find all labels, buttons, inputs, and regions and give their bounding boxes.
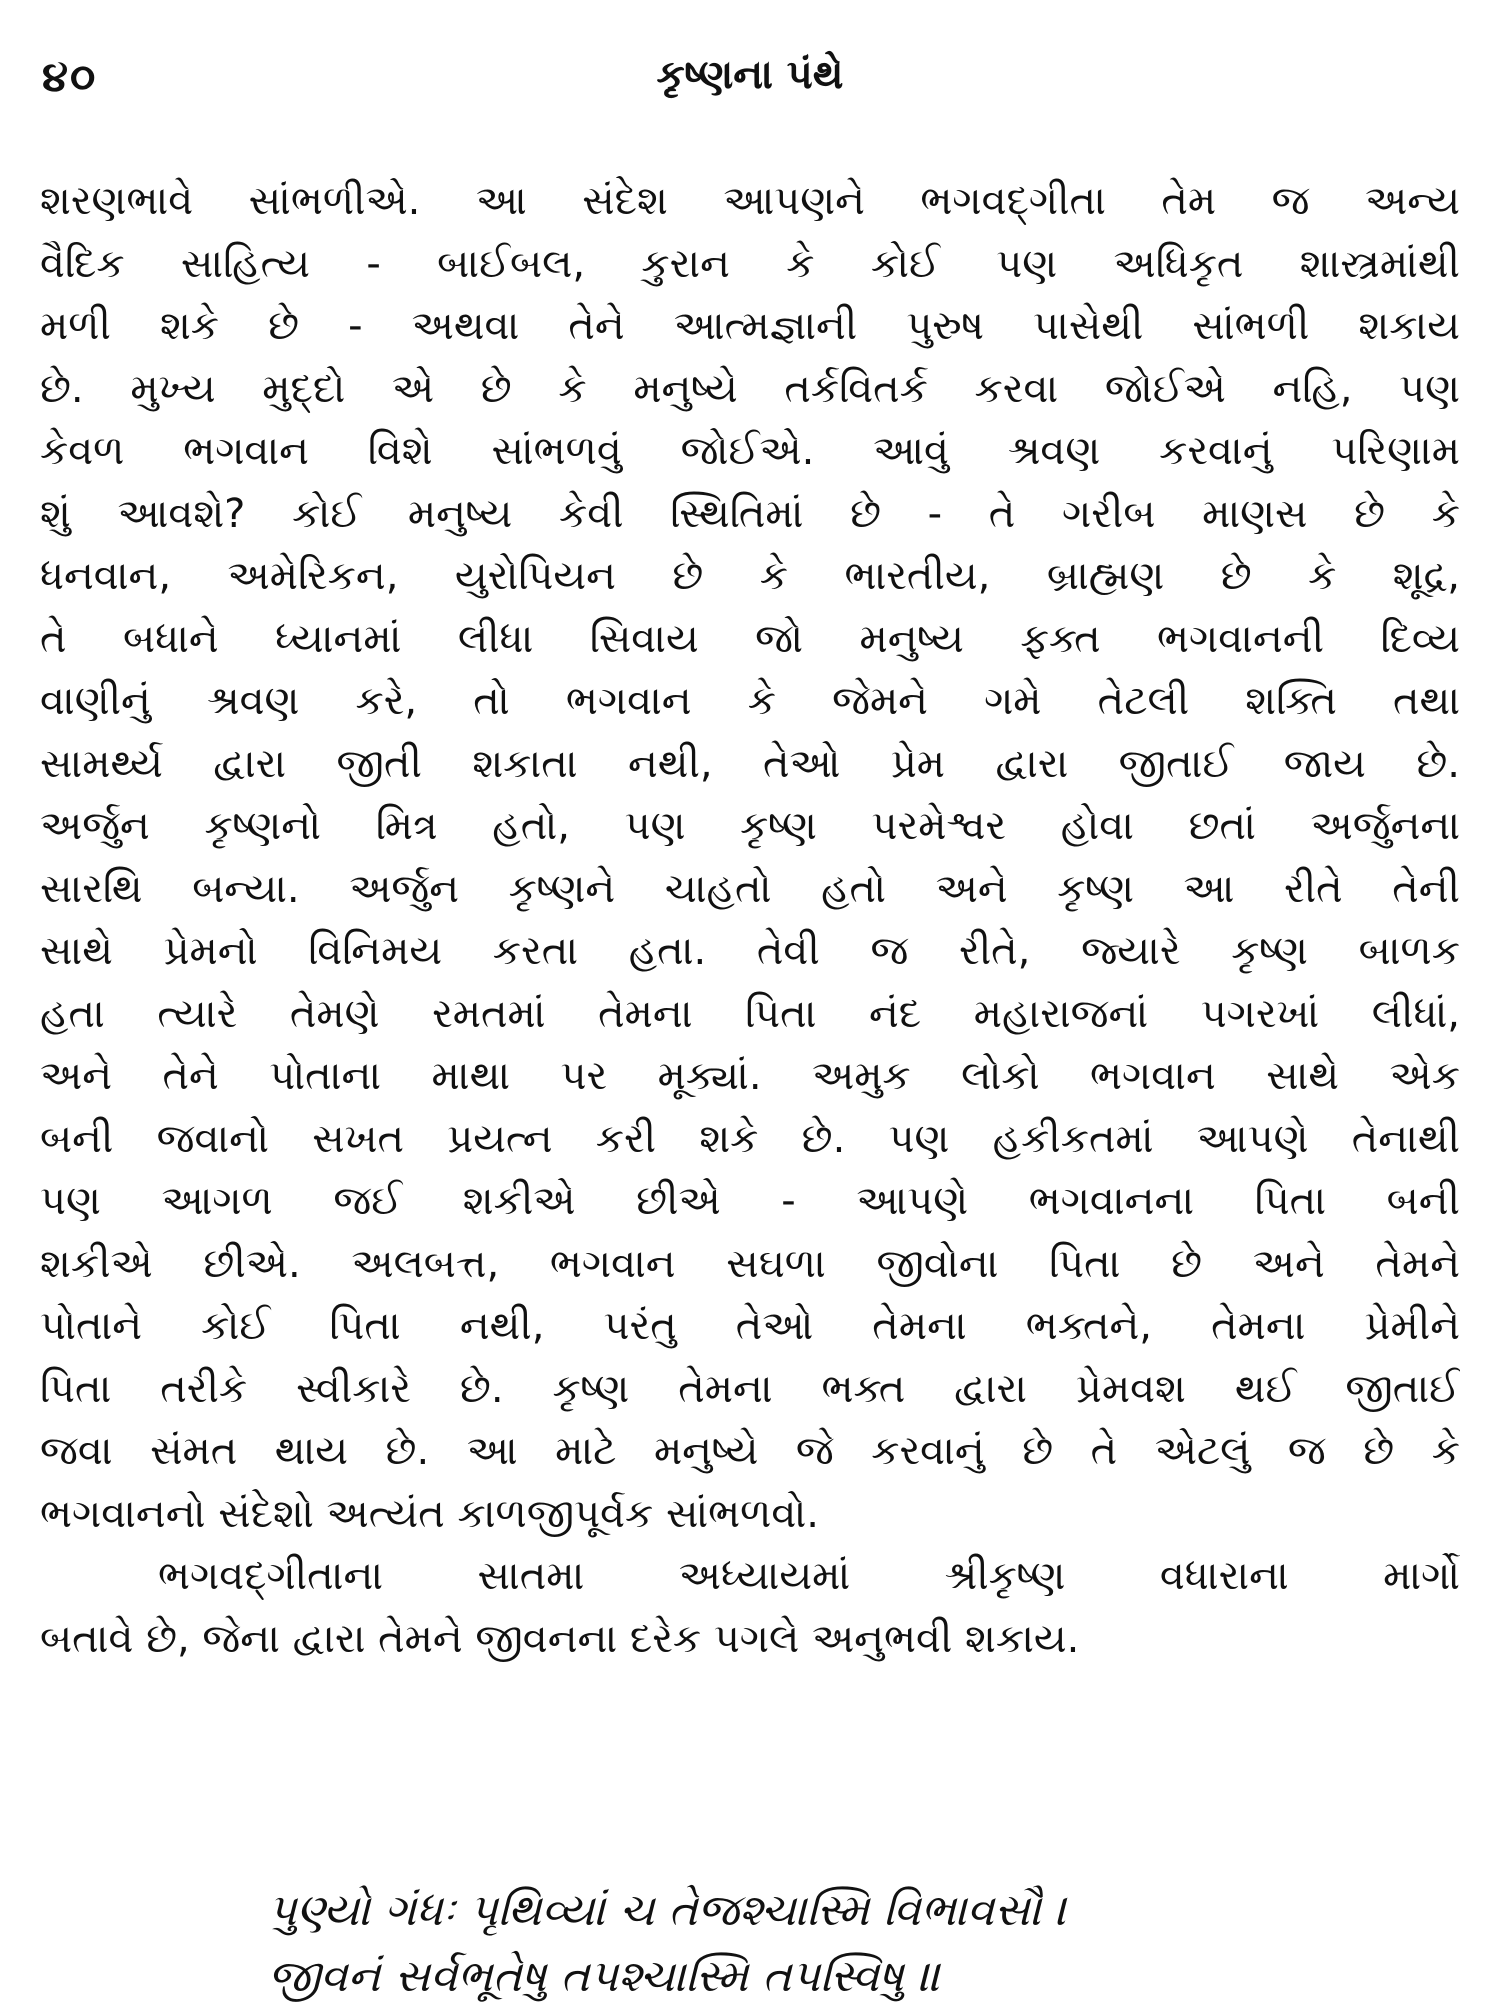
text-line: જવા સંમત થાય છે. આ માટે મનુષ્યે જે કરવાનું છે તે એટલું જ છે કે (40, 1428, 1460, 1474)
text-line: પણ આગળ જઈ શકીએ છીએ - આપણે ભગવાનના પિતા બની (40, 1178, 1460, 1224)
running-title: કૃષ્ણના પંથે (656, 52, 844, 98)
text-line: સાથે પ્રેમનો વિનિમય કરતા હતા. તેવી જ રીતે, જ્યારે કૃષ્ણ બાળક (40, 928, 1460, 974)
text-line: શકીએ છીએ. અલબત્ત, ભગવાન સઘળા જીવોના પિતા છે અને તેમને (40, 1240, 1460, 1287)
text-line: હતા ત્યારે તેમણે રમતમાં તેમના પિતા નંદ મહારાજનાં પગરખાં લીધાં, (40, 990, 1460, 1037)
text-line: પોતાને કોઈ પિતા નથી, પરંતુ તેઓ તેમના ભક્તને, તેમના પ્રેમીને (40, 1303, 1460, 1349)
text-line: અર્જુન કૃષ્ણનો મિત્ર હતો, પણ કૃષ્ણ પરમેશ્વર હોવા છતાં અર્જુનના (40, 803, 1460, 849)
text-line: બતાવે છે, જેના દ્વારા તેમને જીવનના દરેક પગલે અનુભવી શકાય. (40, 1615, 1080, 1662)
verse-line: પુણ્યો ગંધઃ પૃથિવ્યાં ચ તેજશ્ચાસ્મિ વિભાવસૌ । (268, 1885, 1067, 1936)
text-line: તે બધાને ધ્યાનમાં લીધા સિવાય જો મનુષ્ય ફક્ત ભગવાનની દિવ્ય (40, 615, 1460, 662)
text-line: વૈદિક સાહિત્ય - બાઈબલ, કુરાન કે કોઈ પણ અધિકૃત શાસ્ત્રમાંથી (40, 240, 1460, 287)
page-header (0, 52, 1500, 112)
text-line: વાણીનું શ્રવણ કરે, તો ભગવાન કે જેમને ગમે તેટલી શક્તિ તથા (40, 678, 1460, 724)
text-line: પિતા તરીકે સ્વીકારે છે. કૃષ્ણ તેમના ભક્ત દ્વારા પ્રેમવશ થઈ જીતાઈ (40, 1365, 1460, 1412)
text-line: શું આવશે? કોઈ મનુષ્ય કેવી સ્થિતિમાં છે - તે ગરીબ માણસ છે કે (40, 490, 1460, 537)
text-line: અને તેને પોતાના માથા પર મૂક્યાં. અમુક લોકો ભગવાન સાથે એક (40, 1053, 1460, 1099)
sanskrit-verse (0, 1878, 1500, 2010)
text-line: સારથિ બન્યા. અર્જુન કૃષ્ણને ચાહતો હતો અને કૃષ્ણ આ રીતે તેની (40, 865, 1460, 912)
verse-line: જીવનં સર્વભૂતેષુ તપશ્ચાસ્મિ તપસ્વિષુ ॥ (268, 1951, 941, 2002)
page-number: ૪૦ (42, 52, 98, 101)
text-line: મળી શકે છે - અથવા તેને આત્મજ્ઞાની પુરુષ પાસેથી સાંભળી શકાય (40, 303, 1460, 349)
text-line: ભગવાનનો સંદેશો અત્યંત કાળજીપૂર્વક સાંભળવો. (40, 1490, 820, 1537)
text-line: કેવળ ભગવાન વિશે સાંભળવું જોઈએ. આવું શ્રવણ કરવાનું પરિણામ (40, 428, 1460, 474)
text-line: છે. મુખ્ય મુદ્દો એ છે કે મનુષ્યે તર્કવિતર્ક કરવા જોઈએ નહિ, પણ (40, 365, 1460, 412)
body-text (40, 170, 1460, 1670)
text-line: બની જવાનો સખત પ્રયત્ન કરી શકે છે. પણ હકીકતમાં આપણે તેનાથી (40, 1115, 1460, 1162)
text-line: ભગવદ્ગીતાના સાતમા અધ્યાયમાં શ્રીકૃષ્ણ વધારાના માર્ગો (158, 1553, 1460, 1599)
text-line: ધનવાન, અમેરિકન, યુરોપિયન છે કે ભારતીય, બ્રાહ્મણ છે કે શૂદ્ર, (40, 553, 1460, 599)
text-line: સામર્થ્ય દ્વારા જીતી શકાતા નથી, તેઓ પ્રેમ દ્વારા જીતાઈ જાય છે. (40, 740, 1460, 787)
text-line: શરણભાવે સાંભળીએ. આ સંદેશ આપણને ભગવદ્ગીતા તેમ જ અન્ય (40, 178, 1460, 224)
